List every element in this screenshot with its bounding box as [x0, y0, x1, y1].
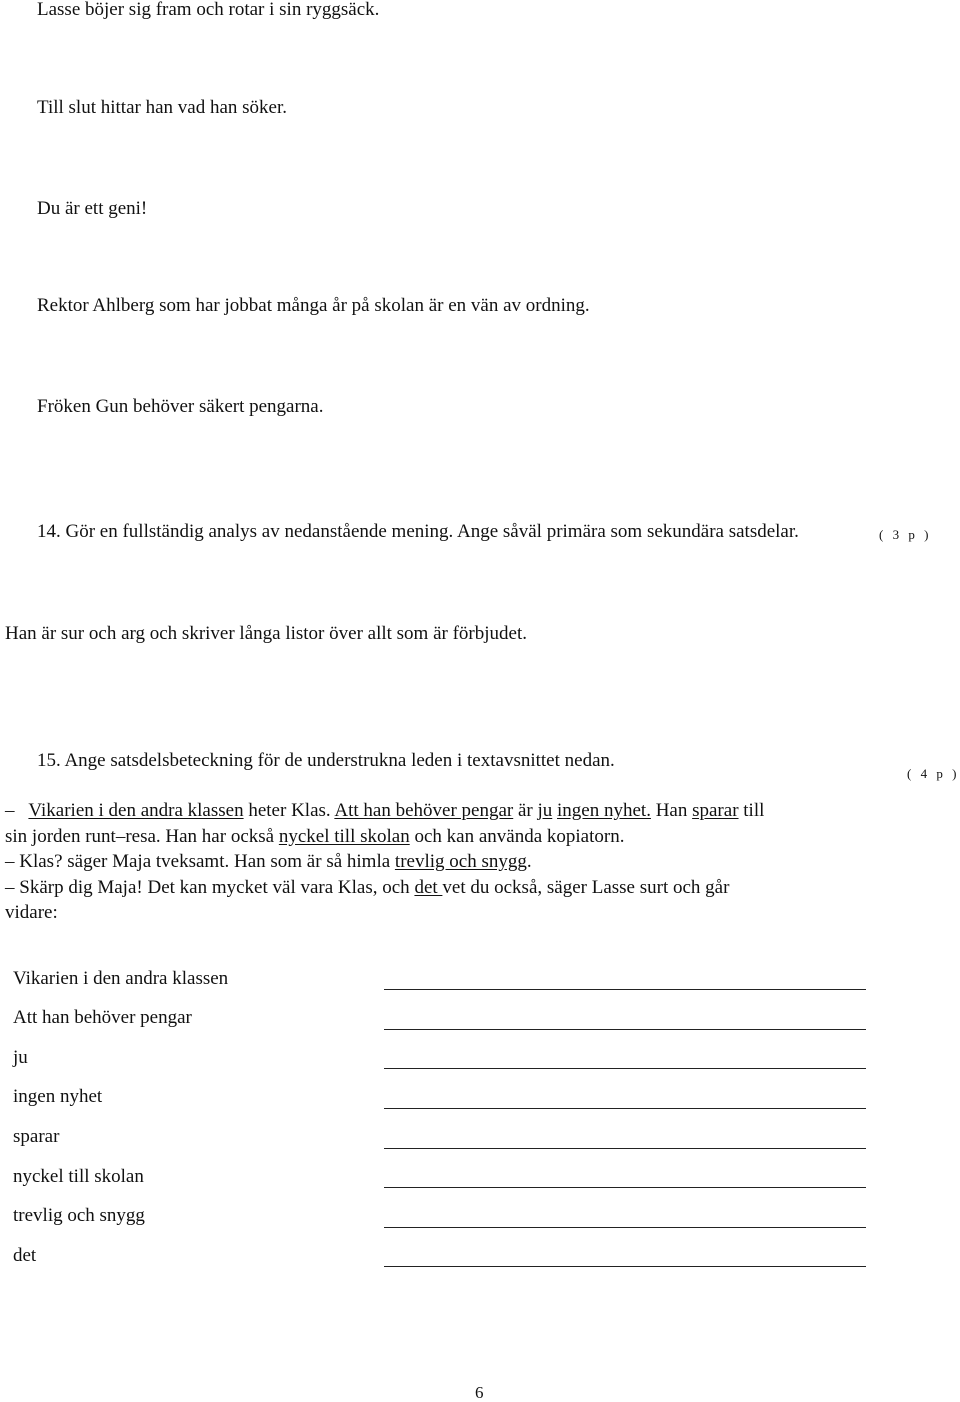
underlined-att-han-behover-pengar: Att han behöver pengar [334, 800, 514, 821]
passage-text: – Klas? säger Maja tveksamt. Han som är så himla [5, 851, 395, 872]
sentence-1: Lasse böjer sig fram och rotar i sin ryggsäck. [37, 0, 380, 20]
passage-text: – Skärp dig Maja! Det kan mycket väl vara Klas, och [5, 876, 415, 898]
underlined-det: det [414, 876, 443, 898]
dash: – [5, 800, 15, 821]
passage-text: sin jorden runt–resa. Han har också [5, 825, 279, 847]
answer-label: Att han behöver pengar [13, 1007, 192, 1028]
answer-label: ju [13, 1047, 28, 1068]
underlined-vikarien: Vikarien i den andra klassen [28, 800, 244, 821]
answer-line[interactable] [384, 1187, 866, 1188]
passage-text: till [738, 800, 765, 821]
answer-line[interactable] [384, 1227, 866, 1228]
answer-line[interactable] [384, 1068, 866, 1069]
question-14-points: ( 3 p ) [879, 527, 932, 542]
sentence-3: Du är ett geni! [37, 198, 148, 219]
answer-label: Vikarien i den andra klassen [13, 968, 229, 989]
answer-line[interactable] [384, 1029, 866, 1030]
sentence-4: Rektor Ahlberg som har jobbat många år på skolan är en vän av ordning. [37, 295, 590, 316]
answer-line[interactable] [384, 1148, 866, 1149]
passage-text: Han [650, 800, 693, 821]
answer-label: sparar [13, 1126, 60, 1147]
passage-text: är [513, 800, 538, 821]
sentence-5: Fröken Gun behöver säkert pengarna. [37, 396, 324, 417]
answer-label: det [13, 1245, 37, 1266]
underlined-sparar: sparar [692, 800, 739, 821]
question-15-points: ( 4 p ) [907, 766, 960, 781]
question-14-text: 14. Gör en fullständig analys av nedanstående mening. Ange såväl primära som sekundära satsdelar. [37, 521, 799, 542]
passage-text: och kan använda kopiatorn. [409, 825, 625, 847]
underlined-ingen-nyhet: ingen nyhet. [557, 800, 651, 821]
underlined-nyckel-till-skolan: nyckel till skolan [278, 825, 410, 847]
answer-line[interactable] [384, 1266, 866, 1267]
passage-line-4 [5, 875, 764, 901]
answer-line[interactable] [384, 989, 866, 990]
question-15-text: 15. Ange satsdelsbeteckning för de understrukna leden i textavsnittet nedan. [37, 750, 615, 771]
passage-text: heter Klas. [243, 800, 335, 821]
page-number: 6 [475, 1383, 484, 1402]
passage-line-2 [5, 824, 764, 850]
answer-line[interactable] [384, 1108, 866, 1109]
passage [5, 798, 764, 926]
question-14-sentence: Han är sur och arg och skriver långa listor över allt som är förbjudet. [5, 623, 527, 644]
sentence-2: Till slut hittar han vad han söker. [37, 97, 287, 118]
passage-line-1 [5, 798, 764, 824]
answer-label: nyckel till skolan [13, 1166, 144, 1187]
passage-text: vet du också, säger Lasse surt och går [442, 876, 730, 898]
passage-line-5 [5, 900, 764, 926]
answer-label: trevlig och snygg [13, 1205, 145, 1226]
answer-label: ingen nyhet [13, 1086, 103, 1107]
passage-text: . [526, 851, 532, 872]
passage-text: vidare: [5, 902, 58, 923]
underlined-ju: ju [537, 800, 553, 821]
underlined-trevlig-och-snygg: trevlig och snygg [394, 851, 527, 872]
passage-line-3 [5, 849, 764, 875]
